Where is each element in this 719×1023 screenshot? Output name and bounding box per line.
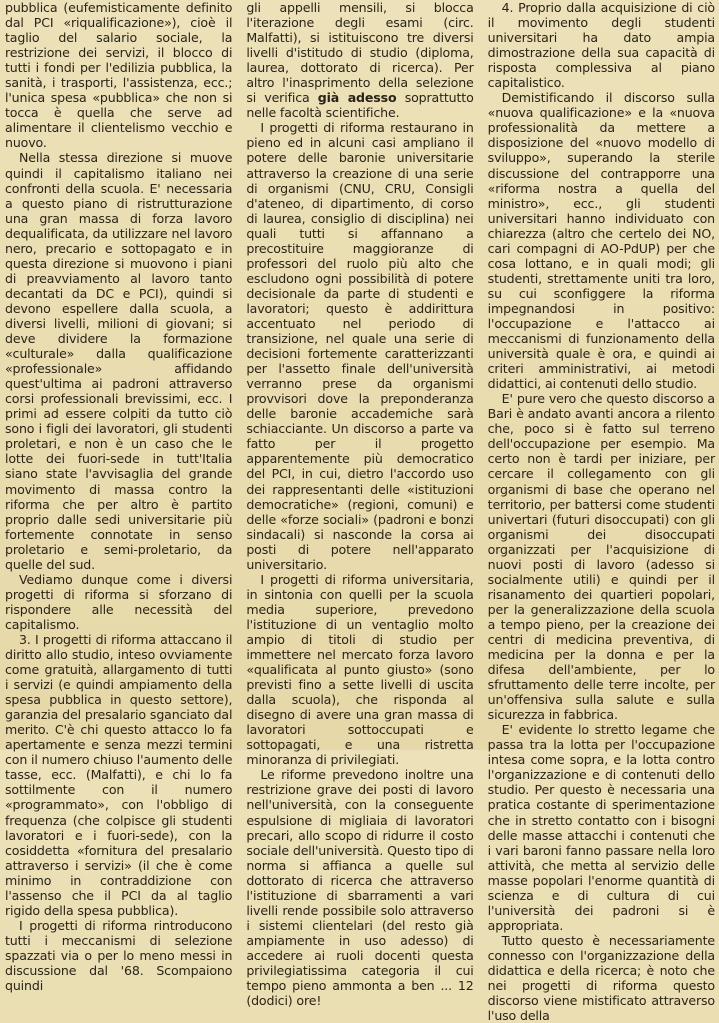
paragraph: Tutto questo è necessariamente connesso con l'organizzazione della didattica e della ricerca; è noto che nei progetti di riforma questo discorso viene mistificato attraverso l'uso della [487,932,715,1023]
emphasis-text: già adesso [317,90,397,106]
paragraph: I progetti di riforma universitaria, in sintonia con quelli per la scuola media superiore, prevedono l'istituzione di un ventaglio molto ampio di titoli di studio per immettere nel mercato forza lavoro «qualificata al punto giusto» (sono previsti fino a sette livelli di uscita dalla scuola), che risponda al disegno di avere una gran massa di lavoratori sottoccupati e sottopagati, e una ristretta minoranza di privilegiati. [246,571,474,768]
paragraph-with-highlight: gli appelli mensili, si blocca l'iterazione degli esami (circ. Malfatti), si istituiscono tre diversi livelli d'istitudo di studio (diploma, laurea, dottorato di ricerca). Per altro l'inasprimento della selezione si verifica già adesso soprattutto nelle facoltà scientifiche. [246,0,474,121]
paragraph: I progetti di riforma rintroducono tutti i meccanismi di selezione spazzati via o per lo meno messi in discussione dal '68. Scompaiono quindi [5,917,233,994]
paragraph: Le riforme prevedono inoltre una restrizione grave dei posti di lavoro nell'università, con la conseguente espulsione di migliaia di lavoratori precari, allo scopo di ridurre il costo sociale dell'università. Questo tipo di norma si affianca a quelle sul dottorato di ricerca che attraverso l'istituzione di sbarramenti a vari livelli rende possibile solo attraverso i sistemi clientelari (del resto già ampiamente in uso adesso) di accedere ai ruoli docenti questa privilegiatissima categoria il cui tempo pieno ammonta a ben ... 12 (dodici) ore! [246,767,474,1009]
paragraph: I progetti di riforma restaurano in pieno ed in alcuni casi ampliano il potere delle baronie universitarie attraverso la creazione di una serie di organismi (CNU, CRU, Consigli d'ateneo, di dipartimento, di corso di laurea, consiglio di disciplina) nei quali tutti si affannano a precostituire maggioranze di professori del ruolo più alto che escludono ogni possibilità di potere decisionale da parte di studenti e lavoratori; questo è addirittura accentuato nel periodo di transizione, nel quale una serie di decisioni fortemente caratterizzanti per l'assetto finale dell'università verranno prese da organismi provvisori dove la preponderanza delle baronie accademiche sarà schiacciante. Un discorso a parte va fatto per il progetto apparentemente più democratico del PCI, in cui, dietro l'accordo uso dei rappresentanti delle «istituzioni democratiche» (regioni, comuni) e delle «forze sociali» (padroni e bonzi sindacali) si nasconde la corsa ai posti di potere nell'apparato universitario. [246,120,474,572]
paragraph: 4. Proprio dalla acquisizione di ciò il movimento degli studenti universitari ha dato ampia dimostrazione della sua capacità di risposta complessiva al piano capitalistico. [487,0,715,91]
article-column-3 [487,0,715,1023]
paragraph: 3. I progetti di riforma attaccano il diritto allo studio, inteso ovviamente come gratuità, allargamento di tutti i servizi (e quindi ampiamento della spesa pubblica in questo settore), garanzia del presalario sganciato dal merito. C'è chi questo attacco lo fa apertamente e senza mezzi termini con il numero chiuso l'aumento delle tasse, ecc. (Malfatti), e chi lo fa sottilmente con il numero «programmato», con l'obbligo di frequenza (che colpisce gli studenti lavoratori e i fuori-sede), con la cosiddetta «fornitura del presalario attraverso i servizi» (il che è come minimo in contraddizione con l'assenso che il PCI da al taglio rigido della spesa pubblica). [5,631,233,918]
paragraph: E' pure vero che questo discorso a Bari è andato avanti ancora a rilento che, poco si è fatto sul terreno dell'occupazione per esempio. Ma certo non è tardi per iniziare, per cercare il collegamento con gli organismi di base che operano nel territorio, per battersi come studenti univertari (futuri disoccupati) con gli organismi dei disoccupati organizzati per l'acquisizione di nuovi posti di lavoro (adesso si socialmente utili) e quindi per il risanamento dei quartieri popolari, per la generalizzazione della scuola a tempo pieno, per la creazione dei centri di medicina preventiva, di medicina per la donna e per la difesa dell'ambiente, per lo sfruttamento delle terre incolte, per un'offensiva sulla salute e sulla sicurezza in fabbrica. [487,391,715,723]
article-column-2 [246,0,474,1009]
paragraph: Nella stessa direzione si muove quindi il capitalismo italiano nei confronti della scuola. E' necessaria a questo piano di ristrutturazione una gran massa di forza lavoro dequalificata, da utilizzare nel lavoro nero, precario e sottopagato e in questa direzione si muovono i piani di preavviamento al lavoro tanto decantati da DC e PCI), quindi si devono espellere dalla scuola, a diversi livelli, milioni di giovani; si deve dividere la formazione «culturale» dalla qualificazione «professionale» affidando quest'ultima ai padroni attraverso corsi professionali brevissimi, ecc. I primi ad essere colpiti da tutto ciò sono i figli dei lavoratori, gli studenti proletari, e non è un caso che le lotte dei fuori-sede in tutt'Italia siano state l'avvisaglia del grande movimento di massa contro la riforma che per altro è partito proprio dalle sedi universitarie più fortemente connotate in senso proletario e semi-proletario, da quelle del sud. [5,150,233,572]
paragraph: E' evidente lo stretto legame che passa tra la lotta per l'occupazione intesa come sopra, e la lotta contro l'organizzazione e di contenuti dello studio. Per questo è necessaria una pratica costante di sperimentazione che in stretto contatto con i bisogni delle masse attacchi i contenuti che i vari baroni fanno passare nella loro attività, che metta al servizio delle masse popolari l'enorme quantità di scienza e di cultura di cui l'università dei padroni si è appropriata. [487,722,715,933]
paragraph: pubblica (eufemisticamente definito dal PCI «riqualificazione»), cioè il taglio del salario sociale, la restrizione dei servizi, il blocco di tutti i fondi per l'edilizia pubblica, la sanità, i trasporti, l'assistenza, ecc.; l'unica spesa «pubblica» che non si tocca è quella che serve ad alimentare il clientelismo vecchio e nuovo. [5,0,233,151]
paragraph: Demistificando il discorso sulla «nuova qualificazione» e la «nuova professionalità da mettere a disposizione del «nuovo modello di sviluppo», superando la sterile discussione del contrapporre una «riforma nostra a quella del ministro», ecc., gli studenti universitari hanno individuato con chiarezza (altro che certelo dei NO, cari compagni di AO-PdUP) per che cosa lottano, e in quali modi; gli studenti, strettamente uniti tra loro, su cui sconfiggere la riforma impegnandosi in positivo: l'occupazione e l'attacco ai meccanismi di funzionamento della università quale è ora, e quindi ai criteri amministrativi, ai metodi didattici, ai contenuti dello studio. [487,90,715,392]
paragraph: Vediamo dunque come i diversi progetti di riforma si sforzano di rispondere alle necessità del capitalismo. [5,571,233,632]
article-column-1 [5,0,233,994]
